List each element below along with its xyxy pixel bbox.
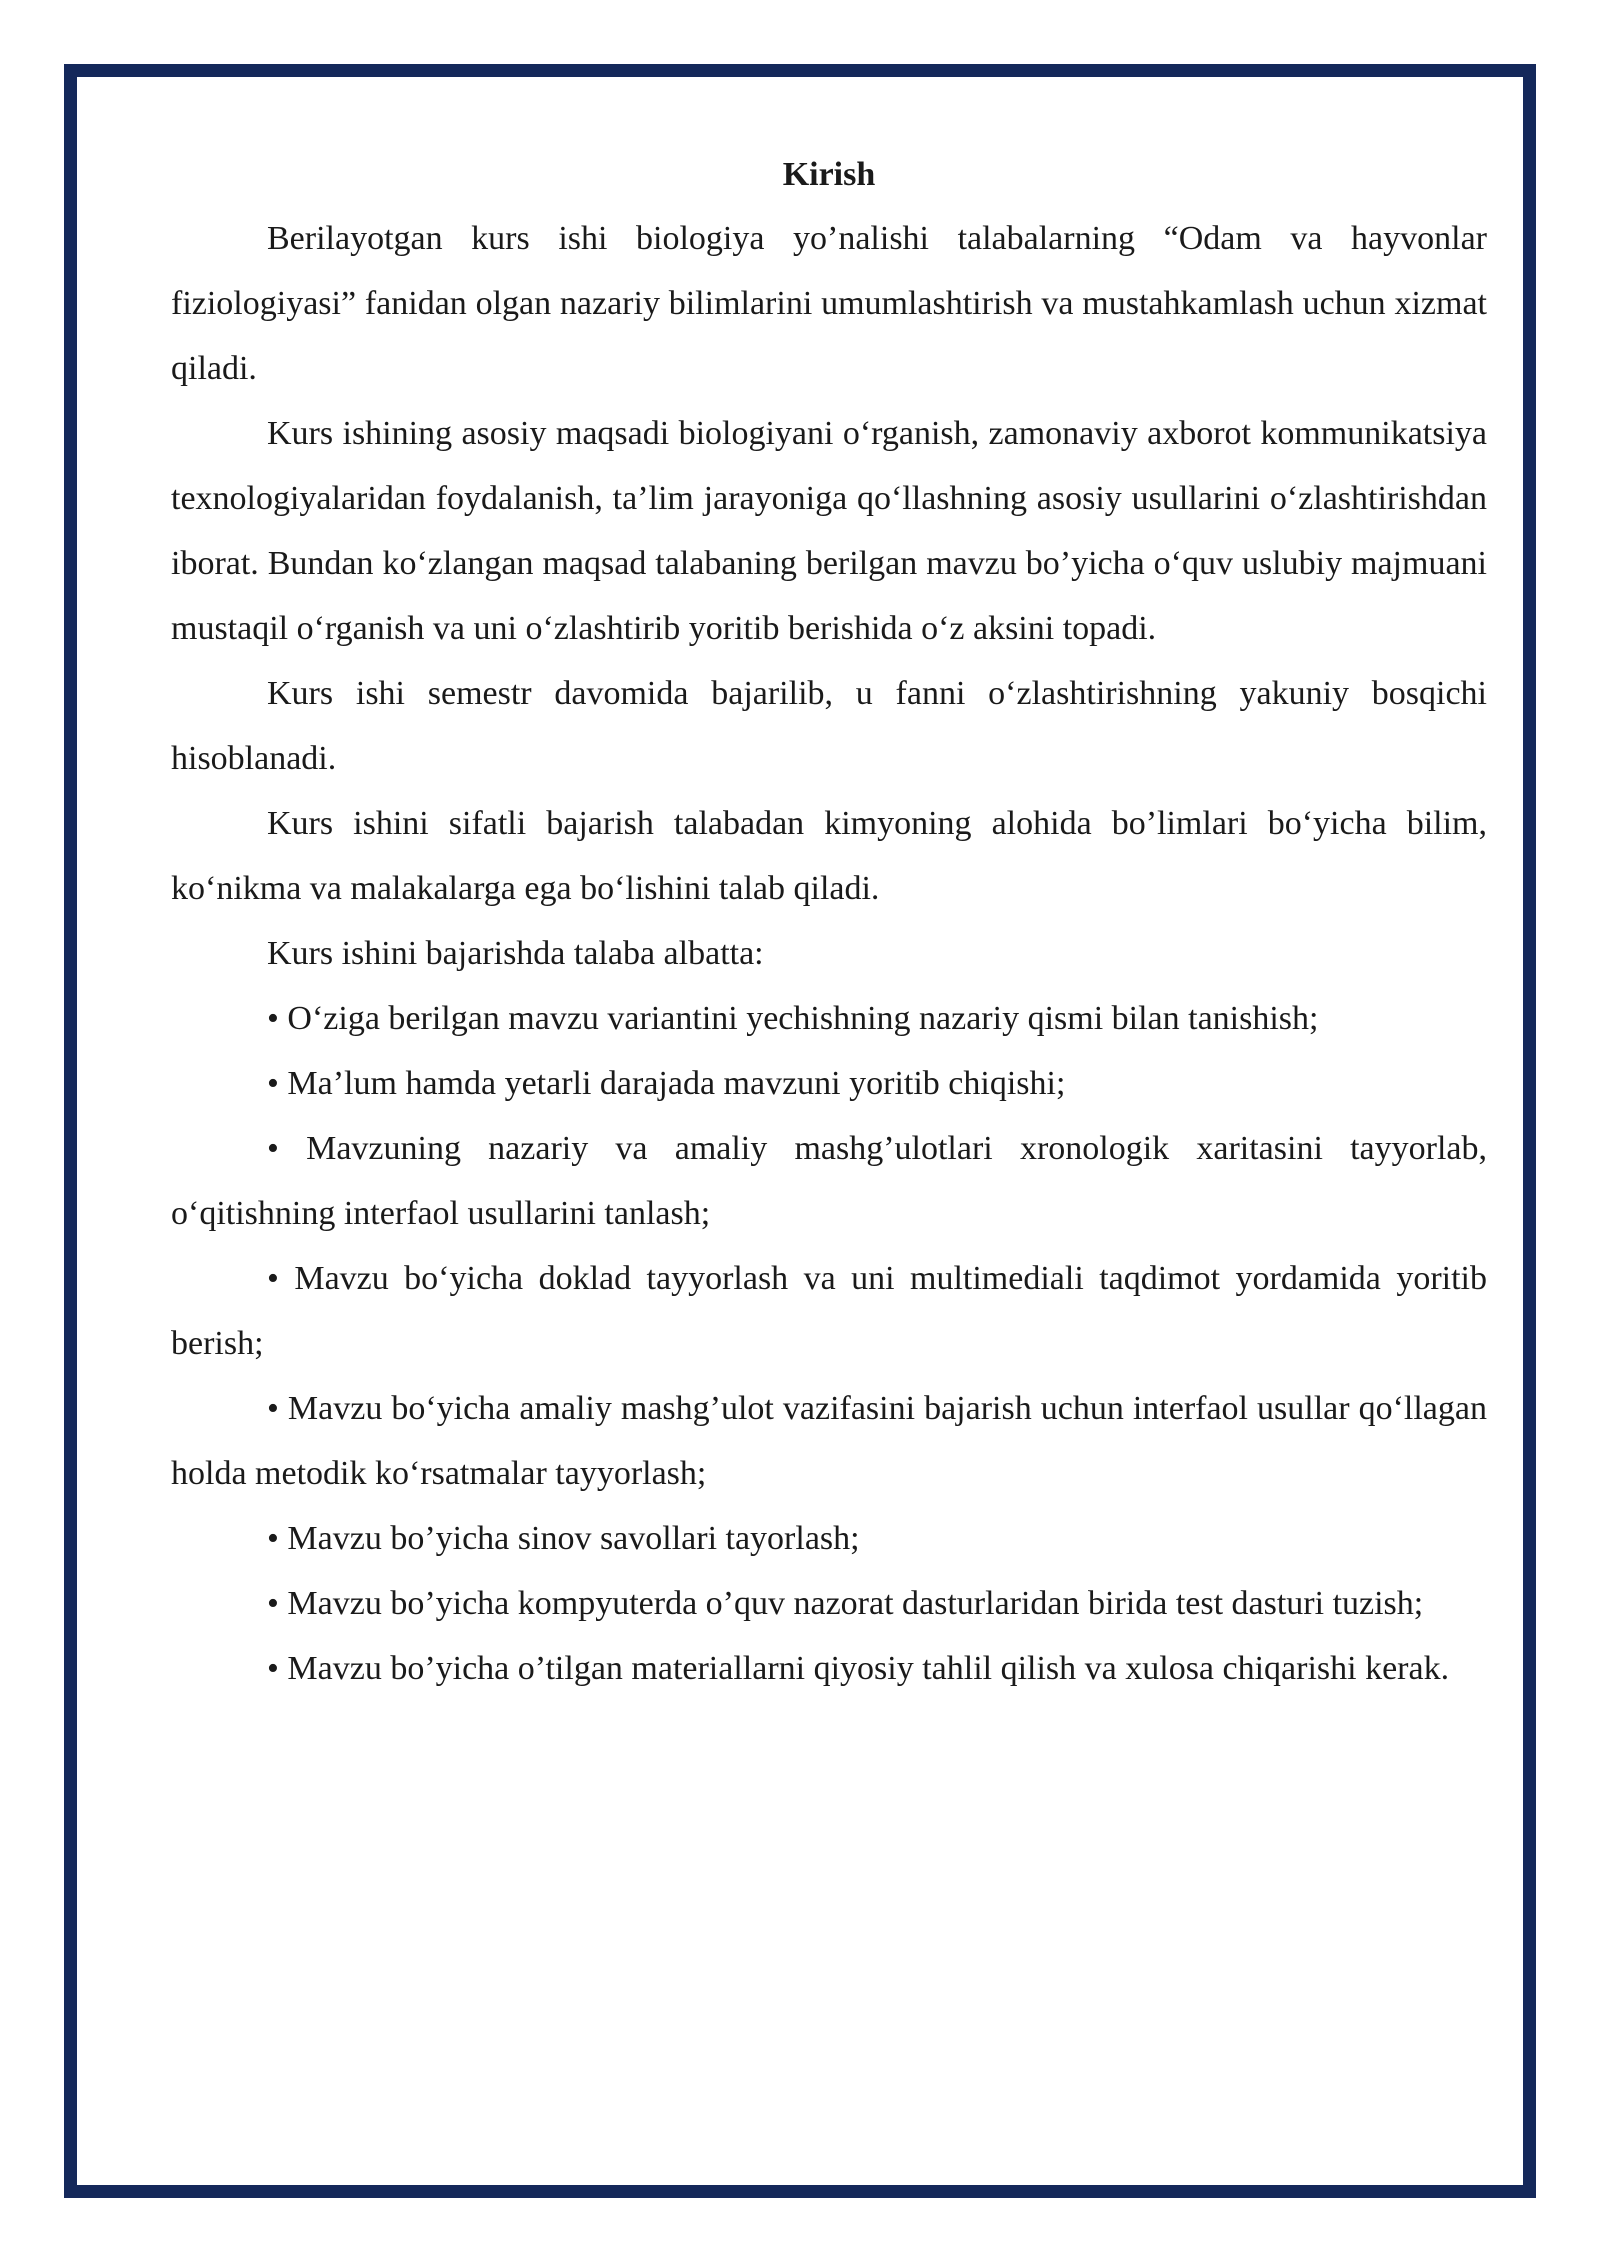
page-title: Kirish [782,156,876,193]
list-item: • Ma’lum hamda yetarli darajada mavzuni yoritib chiqishi; [267,1065,1066,1102]
list-item: • Mavzuning nazariy va amaliy mashg’ulotlari xronologik xaritasini tayyorlab, o‘qitishning interfaol usullarini tanlash; [171,1130,1487,1232]
list-item: • O‘ziga berilgan mavzu variantini yechishning nazariy qismi bilan tanishish; [267,1000,1319,1037]
list-item: • Mavzu bo’yicha sinov savollari tayorlash; [267,1520,860,1557]
list-item: • Mavzu bo’yicha o’tilgan materiallarni qiyosiy tahlil qilish va xulosa chiqarishi kerak. [267,1650,1450,1687]
paragraph-requirements: Kurs ishini sifatli bajarish talabadan kimyoning alohida bo’limlari bo‘yicha bilim, ko‘nikma va malakalarga ega bo‘lishini talab qiladi. [171,805,1487,907]
document-body [171,150,1487,1701]
paragraph-intro: Berilayotgan kurs ishi biologiya yo’nalishi talabalarning “Odam va hayvonlar fiziologiyasi” fanidan olgan nazariy bilimlarini umumlashtirish va mustahkamlash uchun xizmat qiladi. [171,220,1487,387]
list-item: • Mavzu bo’yicha kompyuterda o’quv nazorat dasturlaridan birida test dasturi tuzish; [267,1585,1424,1622]
list-item: • Mavzu bo‘yicha doklad tayyorlash va uni multimediali taqdimot yordamida yoritib berish; [171,1260,1487,1362]
paragraph-aim: Kurs ishining asosiy maqsadi biologiyani o‘rganish, zamonaviy axborot kommunikatsiya texnologiyalaridan foydalanish, ta’lim jarayoniga qo‘llashning asosiy usullarini o‘zlashtirishdan iborat. Bundan ko‘zlangan maqsad talabaning berilgan mavzu bo’yicha o‘quv uslubiy majmuani mustaqil o‘rganish va uni o‘zlashtirib yoritib berishida o‘z aksini topadi. [171,415,1487,647]
paragraph-semester: Kurs ishi semestr davomida bajarilib, u fanni o‘zlashtirishning yakuniy bosqichi hisoblanadi. [171,675,1487,777]
paragraph-tasks-intro: Kurs ishini bajarishda talaba albatta: [267,935,764,972]
list-item: • Mavzu bo‘yicha amaliy mashg’ulot vazifasini bajarish uchun interfaol usullar qo‘llagan holda metodik ko‘rsatmalar tayyorlash; [171,1390,1487,1492]
